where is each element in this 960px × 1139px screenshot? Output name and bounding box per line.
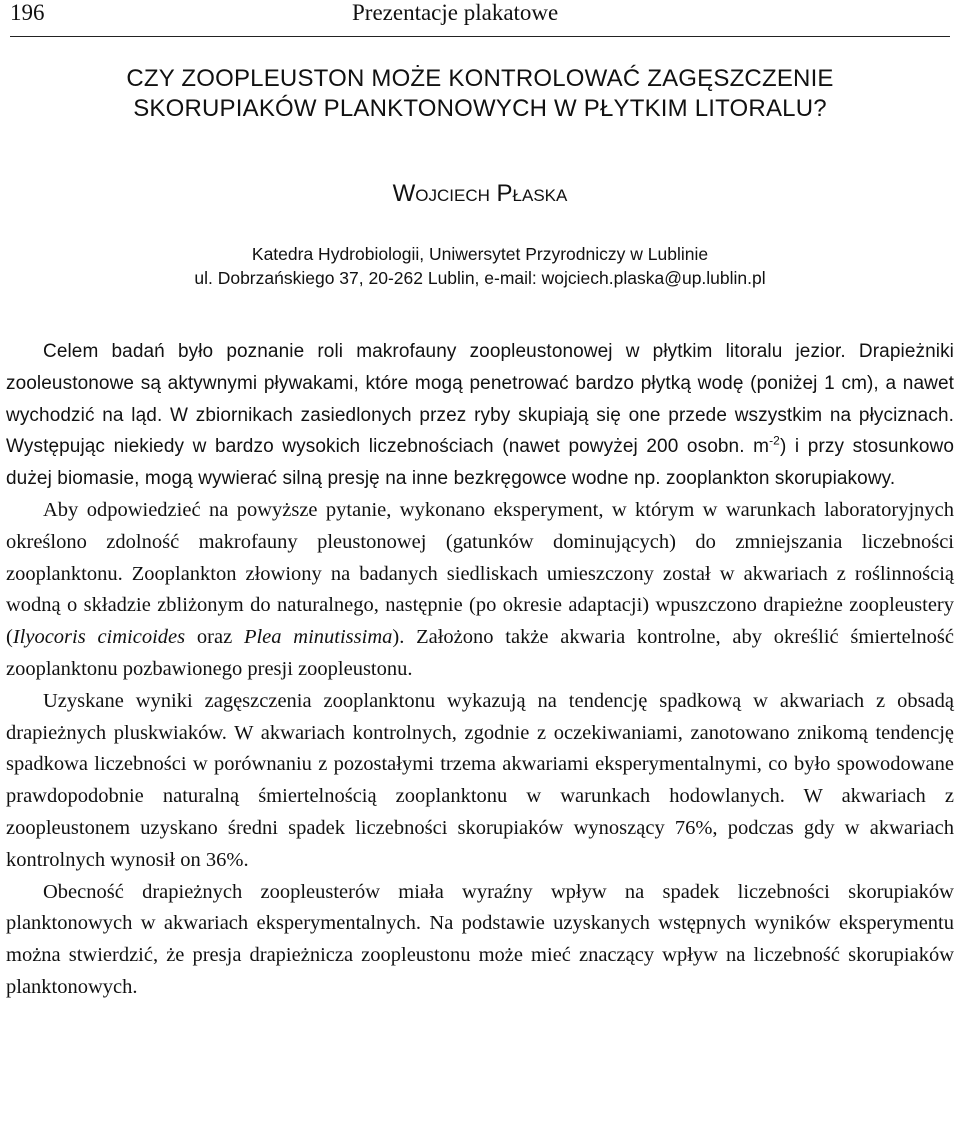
affiliation-line-1: Katedra Hydrobiologii, Uniwersytet Przyrodniczy w Lublinie <box>251 244 709 264</box>
affiliation <box>10 242 950 290</box>
paragraph-3: Uzyskane wyniki zagęszczenia zooplanktonu wykazują na tendencję spadkową w akwariach z obsadą drapieżnych pluskwiaków. W akwariach kontrolnych, zgodnie z oczekiwaniami, zanotowano znikomą tendencję spadkowa liczebności w porównaniu z pozostałymi trzema akwariami eksperymentalnymi, co było spowodowane prawdopodobnie naturalną śmiertelnością zooplanktonu w warunkach hodowlanych. W akwariach z zoopleustonem uzyskano średni spadek liczebności skorupiaków wynoszący 76%, podczas gdy w akwariach kontrolnych wynosił on 36%. <box>6 689 954 871</box>
paragraph-2-mid: oraz <box>185 626 244 649</box>
paragraph-1-tail: ) i przy stosunkowo dużej biomasie, mogą wywierać silną presję na inne bezkręgowce wodne np. zooplankton skorupiakowy. <box>6 436 954 490</box>
species-name-2: Plea minutissima <box>243 626 393 649</box>
paragraph-1 <box>6 336 954 495</box>
running-head: Prezentacje plakatowe <box>352 0 559 25</box>
paragraph-2-start: Aby odpowiedzieć na powyższe pytanie, wykonano eksperyment, w którym w warunkach laboratoryjnych określono zdolność makrofauny pleustonowej (gatunków dominujących) do zmniejszania liczebności zooplanktonu. Zooplankton złowiony na badanych siedliskach umieszczony został w akwariach z roślinnością wodną o składzie zbliżonym do naturalnego, następnie (po okresie adaptacji) wpuszczono drapieżne zoopleustery ( <box>6 498 954 649</box>
page-number: 196 <box>10 0 45 25</box>
author-name: Wojciech Płaska <box>392 180 568 207</box>
paragraph-2-end: ). Założono także akwaria kontrolne, aby określić śmiertelność zooplanktonu pozbawionego presji zoopleustonu. <box>6 626 955 680</box>
title-line-1: CZY ZOOPLEUSTON MOŻE KONTROLOWAĆ ZAGĘSZCZENIE <box>126 65 834 92</box>
superscript-exponent: -2 <box>769 434 780 449</box>
paragraph-1-text: Celem badań było poznanie roli makrofauny zoopleustonowej w płytkim litoralu jezior. Drapieżniki zooleustonowe są aktywnymi pływakami, które mogą penetrować bardzo płytką wodę (poniżej 1 cm), a nawet wychodzić na ląd. W zbiornikach zasiedlonych przez ryby skupiają się one przede wszystkim na płyciznach. Występując niekiedy w bardzo wysokich liczebnościach (nawet powyżej 200 osobn. m <box>6 341 954 458</box>
paragraph-4: Obecność drapieżnych zoopleusterów miała wyraźny wpływ na spadek liczebności skorupiaków planktonowych w akwariach eksperymentalnych. Na podstawie uzyskanych wstępnych wyników eksperymentu można stwierdzić, że presja drapieżnicza zoopleustonu może mieć znaczący wpływ na liczebność skorupiaków planktonowych. <box>6 880 954 998</box>
affiliation-line-2: ul. Dobrzańskiego 37, 20-262 Lublin, e-mail: wojciech.plaska@up.lublin.pl <box>194 268 766 288</box>
title-line-2: SKORUPIAKÓW PLANKTONOWYCH W PŁYTKIM LITORALU? <box>133 95 827 122</box>
abstract-body <box>6 336 954 1004</box>
page-header <box>10 0 950 37</box>
article-title <box>10 64 950 124</box>
paragraph-2 <box>6 495 954 686</box>
species-name-1: Ilyocoris cimicoides <box>12 626 186 649</box>
